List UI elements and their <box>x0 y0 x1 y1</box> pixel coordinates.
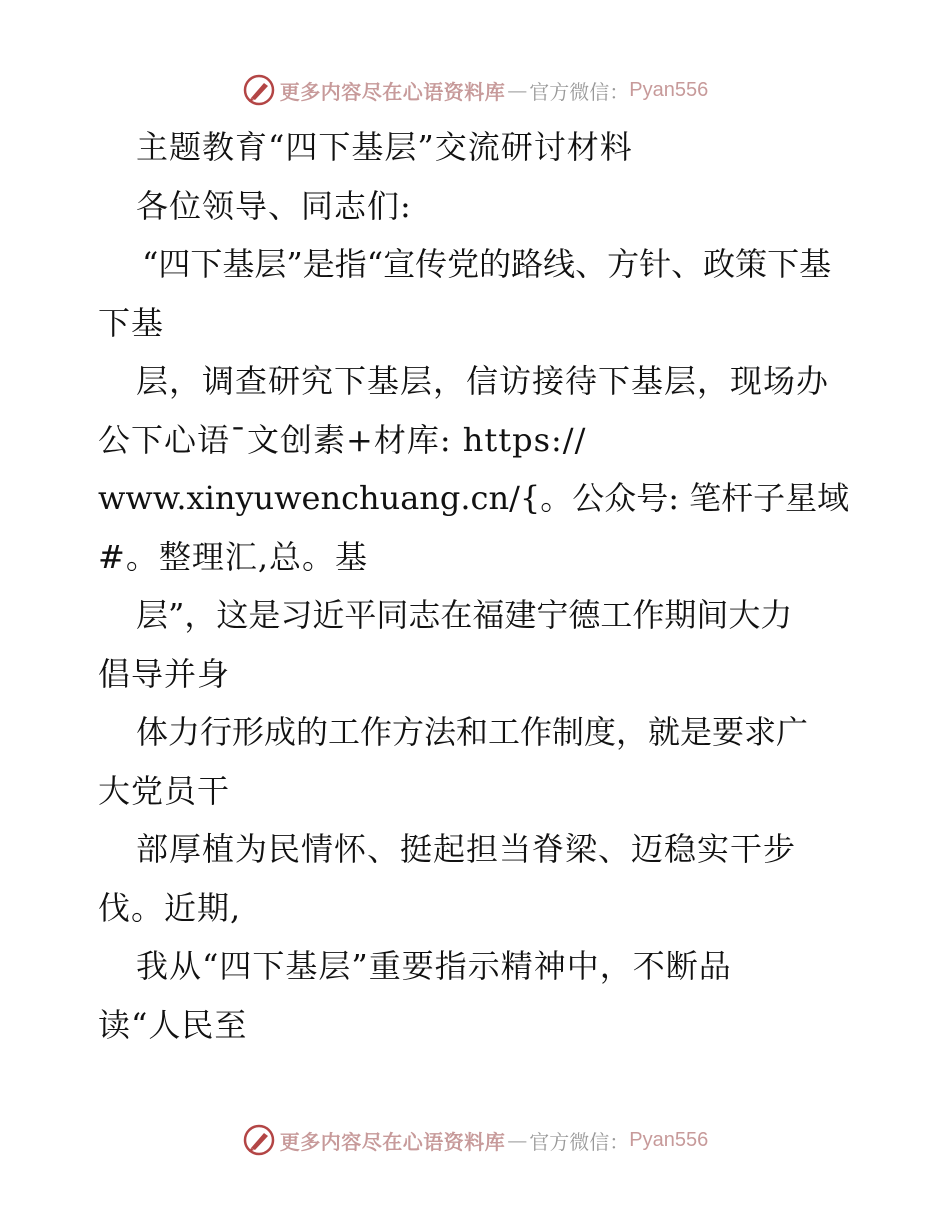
pen-circle-logo-icon <box>242 73 276 107</box>
document-line: 层，调查研究下基层，信访接待下基层，现场办 <box>136 362 830 400</box>
banner-separator: — <box>507 1128 528 1152</box>
banner-wechat-id: Pyan556 <box>629 1128 709 1151</box>
document-line: 读“人民至 <box>98 1005 248 1044</box>
document-line: 公下心语¯文创素+材库: https:// <box>98 420 587 459</box>
document-line: 我从“四下基层”重要指示精神中，不断品 <box>136 947 732 985</box>
header-banner <box>0 70 950 110</box>
banner-wechat-id: Pyan556 <box>629 78 709 101</box>
document-line: 体力行形成的工作方法和工作制度，就是要求广 <box>136 713 809 751</box>
document-line: “四下基层”是指“宣传党的路线、方针、政策下基 <box>142 245 832 283</box>
footer-banner <box>0 1120 950 1160</box>
document-line: #。整理汇,总。基 <box>98 537 368 576</box>
banner-wechat-label: 官方微信： <box>529 1129 630 1154</box>
document-line: 层”，这是习近平同志在福建宁德工作期间大力 <box>136 596 793 634</box>
document-line: www.xinyuwenchuang.cn/{。公众号: 笔杆子星域 <box>98 479 850 517</box>
document-title: 主题教育“四下基层”交流研讨材料 <box>136 128 633 166</box>
document-body <box>98 118 858 1054</box>
document-line: 各位领导、同志们: <box>136 186 412 225</box>
document-line: 大党员干 <box>98 771 231 810</box>
document-line: 部厚植为民情怀、挺起担当脊梁、迈稳实干步 <box>136 830 797 868</box>
banner-separator: — <box>507 78 528 102</box>
banner-text: 更多内容尽在心语资料库 <box>279 79 506 104</box>
document-line: 伐。近期, <box>98 888 242 927</box>
pen-circle-logo-icon <box>242 1123 276 1157</box>
banner-text: 更多内容尽在心语资料库 <box>279 1129 506 1154</box>
document-line: 倡导并身 <box>98 654 231 693</box>
banner-wechat-label: 官方微信： <box>529 79 630 104</box>
document-line: 下基 <box>98 303 165 342</box>
